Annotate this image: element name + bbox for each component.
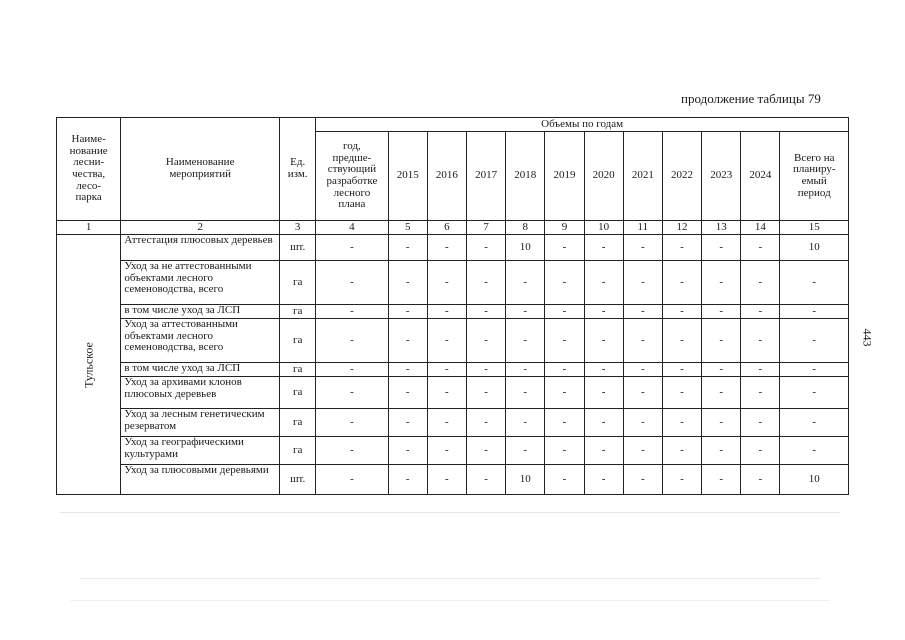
value-cell: -: [316, 319, 388, 363]
value-cell: -: [741, 465, 780, 495]
activity-name: Уход за аттестованными объектами лесного семеноводства, всего: [121, 319, 280, 363]
value-cell: -: [741, 235, 780, 261]
value-cell: -: [702, 465, 741, 495]
unit-cell: га: [280, 377, 316, 409]
value-cell: -: [623, 319, 662, 363]
value-cell: -: [388, 377, 427, 409]
header-year-2022: 2022: [662, 132, 701, 221]
header-unit: Ед. изм.: [280, 118, 316, 221]
forestry-name-cell: [57, 235, 121, 495]
column-number: 5: [388, 221, 427, 235]
value-cell: -: [741, 363, 780, 377]
continuation-label: продолжение таблицы 79: [681, 91, 821, 106]
value-cell: -: [316, 377, 388, 409]
value-cell: -: [388, 319, 427, 363]
value-cell: -: [427, 261, 466, 305]
value-cell: -: [466, 377, 505, 409]
column-number: 7: [466, 221, 505, 235]
value-cell: -: [623, 409, 662, 437]
scan-artifact: [60, 512, 840, 513]
value-cell: -: [506, 261, 545, 305]
value-cell: -: [623, 363, 662, 377]
value-cell: -: [662, 319, 701, 363]
value-cell: -: [584, 363, 623, 377]
unit-cell: га: [280, 261, 316, 305]
value-cell: -: [780, 437, 849, 465]
value-cell: -: [780, 319, 849, 363]
header-year-2015: 2015: [388, 132, 427, 221]
value-cell: -: [388, 261, 427, 305]
table-row: [57, 363, 849, 377]
value-cell: -: [316, 235, 388, 261]
value-cell: -: [506, 319, 545, 363]
table-row: [57, 409, 849, 437]
value-cell: -: [702, 261, 741, 305]
value-cell: -: [741, 305, 780, 319]
value-cell: -: [545, 363, 584, 377]
value-cell: -: [623, 235, 662, 261]
value-cell: -: [466, 305, 505, 319]
unit-cell: га: [280, 319, 316, 363]
header-year-2024: 2024: [741, 132, 780, 221]
unit-cell: шт.: [280, 235, 316, 261]
value-cell: -: [545, 377, 584, 409]
value-cell: -: [780, 261, 849, 305]
value-cell: -: [623, 261, 662, 305]
value-cell: -: [466, 465, 505, 495]
column-number: 8: [506, 221, 545, 235]
table-row: [57, 437, 849, 465]
value-cell: -: [316, 437, 388, 465]
value-cell: -: [623, 377, 662, 409]
value-cell: -: [316, 465, 388, 495]
value-cell: -: [427, 319, 466, 363]
unit-cell: шт.: [280, 465, 316, 495]
header-year-2017: 2017: [466, 132, 505, 221]
value-cell: -: [623, 437, 662, 465]
value-cell: -: [584, 261, 623, 305]
value-cell: -: [662, 377, 701, 409]
value-cell: -: [388, 437, 427, 465]
value-cell: -: [316, 409, 388, 437]
header-year-2020: 2020: [584, 132, 623, 221]
value-cell: -: [702, 437, 741, 465]
header-year-2016: 2016: [427, 132, 466, 221]
value-cell: -: [584, 319, 623, 363]
value-cell: -: [427, 235, 466, 261]
value-cell: -: [506, 305, 545, 319]
value-cell: -: [741, 319, 780, 363]
value-cell: -: [780, 363, 849, 377]
value-cell: -: [662, 409, 701, 437]
value-cell: -: [741, 437, 780, 465]
table-body: [57, 235, 849, 495]
header-total: Всего на планиру- емый период: [780, 132, 849, 221]
value-cell: -: [388, 235, 427, 261]
value-cell: -: [316, 305, 388, 319]
value-cell: -: [662, 437, 701, 465]
value-cell: -: [702, 377, 741, 409]
unit-cell: га: [280, 409, 316, 437]
value-cell: -: [427, 437, 466, 465]
value-cell: -: [702, 409, 741, 437]
value-cell: -: [584, 437, 623, 465]
forestry-name: Тульское: [81, 341, 96, 388]
value-cell: -: [545, 235, 584, 261]
scan-artifact: [70, 600, 830, 601]
value-cell: -: [316, 261, 388, 305]
activity-name: Уход за архивами клонов плюсовых деревьев: [121, 377, 280, 409]
header-volumes-by-year: Объемы по годам: [316, 118, 849, 132]
table-row: [57, 377, 849, 409]
table-row: [57, 319, 849, 363]
value-cell: -: [662, 305, 701, 319]
value-cell: -: [662, 363, 701, 377]
column-number: 3: [280, 221, 316, 235]
value-cell: -: [388, 305, 427, 319]
column-number: 9: [545, 221, 584, 235]
column-number-row: [57, 221, 849, 235]
value-cell: -: [316, 363, 388, 377]
value-cell: -: [702, 235, 741, 261]
value-cell: -: [388, 363, 427, 377]
value-cell: 10: [506, 465, 545, 495]
value-cell: -: [427, 305, 466, 319]
column-number: 11: [623, 221, 662, 235]
column-number: 15: [780, 221, 849, 235]
value-cell: -: [466, 261, 505, 305]
value-cell: -: [506, 409, 545, 437]
unit-cell: га: [280, 363, 316, 377]
unit-cell: га: [280, 305, 316, 319]
value-cell: -: [545, 319, 584, 363]
value-cell: -: [662, 235, 701, 261]
value-cell: -: [702, 305, 741, 319]
value-cell: -: [623, 465, 662, 495]
value-cell: -: [427, 409, 466, 437]
value-cell: -: [506, 377, 545, 409]
value-cell: -: [741, 261, 780, 305]
value-cell: -: [545, 465, 584, 495]
value-cell: -: [466, 437, 505, 465]
value-cell: -: [780, 377, 849, 409]
value-cell: -: [466, 235, 505, 261]
column-number: 4: [316, 221, 388, 235]
activity-name: в том числе уход за ЛСП: [121, 305, 280, 319]
header-year-2021: 2021: [623, 132, 662, 221]
column-number: 10: [584, 221, 623, 235]
value-cell: 10: [780, 465, 849, 495]
table-row: [57, 261, 849, 305]
value-cell: -: [584, 465, 623, 495]
value-cell: -: [388, 465, 427, 495]
value-cell: -: [702, 363, 741, 377]
header-forestry: Наиме- нование лесни- чества, лесо- парка: [57, 118, 121, 221]
value-cell: -: [545, 409, 584, 437]
table-row: [57, 305, 849, 319]
value-cell: -: [427, 465, 466, 495]
activity-name: Уход за плюсовыми деревьями: [121, 465, 280, 495]
activity-name: Аттестация плюсовых деревьев: [121, 235, 280, 261]
header-activity: Наименование мероприятий: [121, 118, 280, 221]
header-year-2023: 2023: [702, 132, 741, 221]
value-cell: -: [584, 235, 623, 261]
value-cell: -: [584, 305, 623, 319]
column-number: 1: [57, 221, 121, 235]
value-cell: -: [741, 409, 780, 437]
value-cell: -: [780, 305, 849, 319]
column-number: 6: [427, 221, 466, 235]
value-cell: -: [741, 377, 780, 409]
value-cell: -: [506, 437, 545, 465]
value-cell: -: [427, 377, 466, 409]
header-year-2019: 2019: [545, 132, 584, 221]
value-cell: -: [466, 319, 505, 363]
table-row: [57, 465, 849, 495]
header-prev-year: год, предше- ствующий разработке лесного плана: [316, 132, 388, 221]
value-cell: -: [545, 305, 584, 319]
value-cell: -: [623, 305, 662, 319]
value-cell: -: [662, 465, 701, 495]
value-cell: -: [662, 261, 701, 305]
value-cell: -: [545, 437, 584, 465]
scan-artifact: [80, 578, 820, 579]
value-cell: 10: [506, 235, 545, 261]
header-year-2018: 2018: [506, 132, 545, 221]
activity-name: Уход за лесным генетическим резерватом: [121, 409, 280, 437]
value-cell: -: [427, 363, 466, 377]
column-number: 13: [702, 221, 741, 235]
value-cell: -: [466, 409, 505, 437]
unit-cell: га: [280, 437, 316, 465]
activity-name: Уход за не аттестованными объектами лесного семеноводства, всего: [121, 261, 280, 305]
value-cell: 10: [780, 235, 849, 261]
header-row-top: [57, 118, 849, 132]
activity-name: в том числе уход за ЛСП: [121, 363, 280, 377]
page-number: 443: [860, 328, 875, 347]
value-cell: -: [702, 319, 741, 363]
value-cell: -: [506, 363, 545, 377]
value-cell: -: [466, 363, 505, 377]
column-number: 14: [741, 221, 780, 235]
value-cell: -: [388, 409, 427, 437]
activity-name: Уход за географическими культурами: [121, 437, 280, 465]
value-cell: -: [584, 409, 623, 437]
table-row: [57, 235, 849, 261]
value-cell: -: [780, 409, 849, 437]
value-cell: -: [584, 377, 623, 409]
value-cell: -: [545, 261, 584, 305]
column-number: 2: [121, 221, 280, 235]
forestry-activities-table: [56, 117, 849, 495]
column-number: 12: [662, 221, 701, 235]
